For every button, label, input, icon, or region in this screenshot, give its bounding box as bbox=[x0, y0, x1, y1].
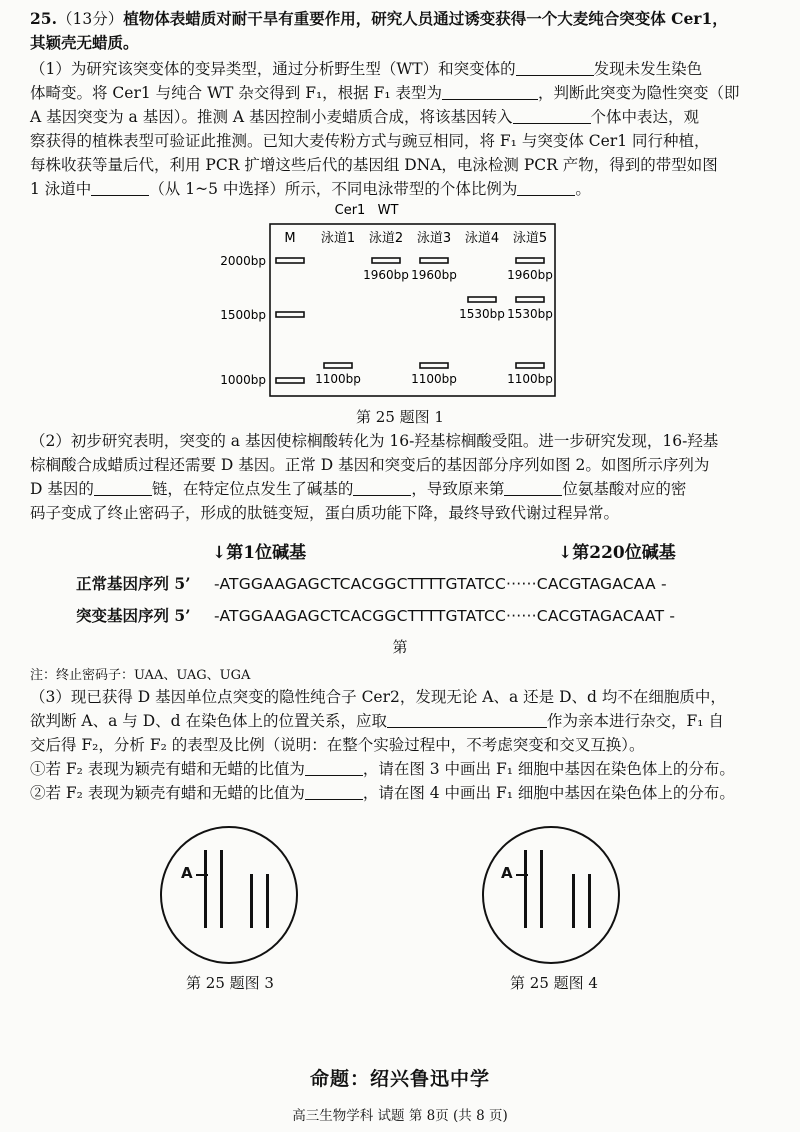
part1-text: （1）为研究该突变体的变异类型，通过分析野生型（WT）和突变体的 bbox=[30, 60, 516, 78]
fig4-caption: 第 25 题图 4 bbox=[510, 974, 598, 992]
part3-line2 bbox=[30, 710, 775, 732]
part2-line2: 棕榈酸合成蜡质过程还需要 D 基因。正常 D 基因和突变后的基因部分序列如图 2。如图所示序列为 bbox=[30, 456, 710, 474]
question-stem-line1 bbox=[30, 8, 775, 30]
part3-line1: （3）现已获得 D 基因单位点突变的隐性纯合子 Cer2，发现无论 A、a 还是 D、d 均不在细胞质中， bbox=[30, 688, 726, 706]
part2-text: D 基因的 bbox=[30, 480, 94, 498]
gel-lane-3: 泳道3 bbox=[416, 231, 452, 246]
fig3-gene-locus-tick bbox=[196, 874, 208, 876]
fig3-chromosome-1 bbox=[204, 850, 207, 928]
part1-line3 bbox=[30, 106, 775, 128]
part3-text: ②若 F₂ 表现为颖壳有蜡和无蜡的比值为 bbox=[30, 784, 305, 802]
fig4-chromosome-3 bbox=[572, 874, 575, 928]
gel-band-m-1000 bbox=[276, 378, 304, 383]
gel-label-lane3-1100: 1100bp bbox=[411, 372, 457, 386]
question-intro-1: 植物体表蜡质对耐干旱有重要作用，研究人员通过诱变获得一个大麦纯合突变体 Cer1， bbox=[123, 9, 728, 28]
normal-sequence: -ATGGAAGAGCTCACGGCTTTTGTATCC······CACGTAGACAA - bbox=[214, 575, 667, 593]
part1-line5: 每株收获等量后代，利用 PCR 扩增这些后代的基因组 DNA，电泳检测 PCR 产物，得到的带型如图 bbox=[30, 156, 718, 174]
mutant-sequence: -ATGGAAGAGCTCACGGCTTTTGTATCC······CACGTAGACAAT - bbox=[214, 607, 676, 625]
gel-label-lane1-1100: 1100bp bbox=[315, 372, 361, 386]
gel-marker-2000: 2000bp bbox=[220, 254, 266, 268]
fig4-gene-locus-tick bbox=[516, 874, 528, 876]
answer-blank-6[interactable] bbox=[94, 481, 152, 496]
answer-blank-11[interactable] bbox=[305, 785, 363, 800]
answer-blank-3[interactable] bbox=[513, 109, 591, 124]
fig3-caption: 第 25 题图 3 bbox=[186, 974, 274, 992]
gel-top-label-wt: WT bbox=[377, 203, 399, 218]
part1-text: 个体中表达，观 bbox=[590, 108, 700, 126]
fig3-cell-drawing-area[interactable] bbox=[160, 826, 298, 964]
gel-marker-1500: 1500bp bbox=[220, 308, 266, 322]
answer-blank-8[interactable] bbox=[504, 481, 562, 496]
fig3-gene-label-a: A bbox=[181, 864, 193, 882]
answer-blank-9[interactable] bbox=[387, 713, 547, 728]
gel-band-lane4-1530 bbox=[468, 297, 496, 302]
gel-band-lane5-1100 bbox=[516, 363, 544, 368]
part1-text: 发现未发生染色 bbox=[593, 60, 703, 78]
fig3-chromosome-4 bbox=[266, 874, 269, 928]
part2-text: ，导致原来第 bbox=[411, 480, 505, 498]
gel-label-lane5-1100: 1100bp bbox=[507, 372, 553, 386]
part1-text: 。 bbox=[575, 180, 591, 198]
answer-blank-7[interactable] bbox=[353, 481, 411, 496]
seq-marker-base1: ↓第1位碱基 bbox=[212, 543, 307, 563]
part1-text: 体畸变。将 Cer1 与纯合 WT 杂交得到 F₁，根据 F₁ 表型为 bbox=[30, 84, 443, 102]
fig4-chromosome-4 bbox=[588, 874, 591, 928]
fig4-chromosome-2 bbox=[540, 850, 543, 928]
part2-line3 bbox=[30, 478, 775, 500]
footer-author: 命题：绍兴鲁迅中学 bbox=[309, 1068, 490, 1090]
gel-lane-4: 泳道4 bbox=[464, 231, 500, 246]
seq-marker-base220: ↓第220位碱基 bbox=[558, 543, 676, 563]
part1-text: ，判断此突变为隐性突变（即 bbox=[538, 84, 740, 102]
gel-band-lane5-1530 bbox=[516, 297, 544, 302]
fig3-chromosome-3 bbox=[250, 874, 253, 928]
answer-blank-4[interactable] bbox=[91, 181, 149, 196]
mutant-sequence-row bbox=[76, 604, 675, 626]
gel-band-m-2000 bbox=[276, 258, 304, 263]
part3-line5 bbox=[30, 782, 775, 804]
question-number: 25. bbox=[30, 9, 57, 28]
part1-line6 bbox=[30, 178, 775, 200]
mutant-sequence-label: 突变基因序列 5’ bbox=[76, 606, 191, 625]
gel-top-label-cer1: Cer1 bbox=[334, 203, 366, 218]
stop-codon-note: 注：终止密码子：UAA、UAG、UGA bbox=[30, 668, 251, 683]
part3-text: ①若 F₂ 表现为颖壳有蜡和无蜡的比值为 bbox=[30, 760, 305, 778]
part1-line4: 察获得的植株表型可验证此推测。已知大麦传粉方式与豌豆相同，将 F₁ 与突变体 Cer1 同行种植， bbox=[30, 132, 710, 150]
answer-blank-1[interactable] bbox=[516, 61, 594, 76]
fig4-cell-drawing-area[interactable] bbox=[482, 826, 620, 964]
gel-label-lane3-1960: 1960bp bbox=[411, 268, 457, 282]
normal-sequence-label: 正常基因序列 5’ bbox=[76, 574, 191, 593]
gel-figure bbox=[210, 200, 580, 410]
fig1-caption: 第 25 题图 1 bbox=[356, 408, 444, 426]
part3-text: 作为亲本进行杂交，F₁ 自 bbox=[547, 712, 724, 730]
gel-label-lane5-1960: 1960bp bbox=[507, 268, 553, 282]
normal-sequence-row bbox=[76, 572, 667, 594]
part3-text: ，请在图 3 中画出 F₁ 细胞中基因在染色体上的分布。 bbox=[362, 760, 735, 778]
part1-text: A 基因突变为 a 基因）。推测 A 基因控制小麦蜡质合成，将该基因转入 bbox=[30, 108, 513, 126]
gel-band-m-1500 bbox=[276, 312, 304, 317]
question-stem-line2: 其颖壳无蜡质。 bbox=[30, 33, 139, 52]
gel-label-lane4-1530: 1530bp bbox=[459, 307, 505, 321]
gel-band-lane2-1960 bbox=[372, 258, 400, 263]
gel-band-lane5-1960 bbox=[516, 258, 544, 263]
part1-text: 1 泳道中 bbox=[30, 180, 92, 198]
gel-lane-2: 泳道2 bbox=[368, 231, 404, 246]
part1-line1 bbox=[30, 58, 775, 80]
gel-band-lane3-1100 bbox=[420, 363, 448, 368]
part1-line2 bbox=[30, 82, 775, 104]
part3-line4 bbox=[30, 758, 775, 780]
gel-label-lane2-1960: 1960bp bbox=[363, 268, 409, 282]
part2-text: 链，在特定位点发生了碱基的 bbox=[151, 480, 354, 498]
part3-text: ，请在图 4 中画出 F₁ 细胞中基因在染色体上的分布。 bbox=[362, 784, 735, 802]
part3-text: 欲判断 A、a 与 D、d 在染色体上的位置关系，应取 bbox=[30, 712, 387, 730]
part2-line1: （2）初步研究表明，突变的 a 基因使棕榈酸转化为 16-羟基棕榈酸受阻。进一步研究发现，16-羟基 bbox=[30, 432, 719, 450]
fig4-gene-label-a: A bbox=[501, 864, 513, 882]
answer-blank-2[interactable] bbox=[442, 85, 538, 100]
gel-band-lane1-1100 bbox=[324, 363, 352, 368]
part3-line3: 交后得 F₂，分析 F₂ 的表型及比例（说明：在整个实验过程中，不考虑突变和交叉互换）。 bbox=[30, 736, 645, 754]
fig2-caption: 第 bbox=[392, 638, 408, 656]
gel-band-lane3-1960 bbox=[420, 258, 448, 263]
answer-blank-5[interactable] bbox=[517, 181, 575, 196]
gel-label-lane5-1530: 1530bp bbox=[507, 307, 553, 321]
footer-page-info: 高三生物学科 试题 第 8页 (共 8 页) bbox=[292, 1108, 508, 1124]
fig3-chromosome-2 bbox=[220, 850, 223, 928]
question-score: （13分） bbox=[56, 10, 124, 28]
part2-text: 位氨基酸对应的密 bbox=[562, 480, 687, 498]
answer-blank-10[interactable] bbox=[305, 761, 363, 776]
part2-line4: 码子变成了终止密码子，形成的肽链变短，蛋白质功能下降，最终导致代谢过程异常。 bbox=[30, 504, 620, 522]
gel-marker-1000: 1000bp bbox=[220, 373, 266, 387]
gel-lane-5: 泳道5 bbox=[512, 231, 548, 246]
part1-text: （从 1~5 中选择）所示，不同电泳带型的个体比例为 bbox=[149, 180, 518, 198]
gel-lane-m: M bbox=[284, 231, 296, 246]
gel-lane-1: 泳道1 bbox=[320, 231, 356, 246]
fig4-chromosome-1 bbox=[524, 850, 527, 928]
